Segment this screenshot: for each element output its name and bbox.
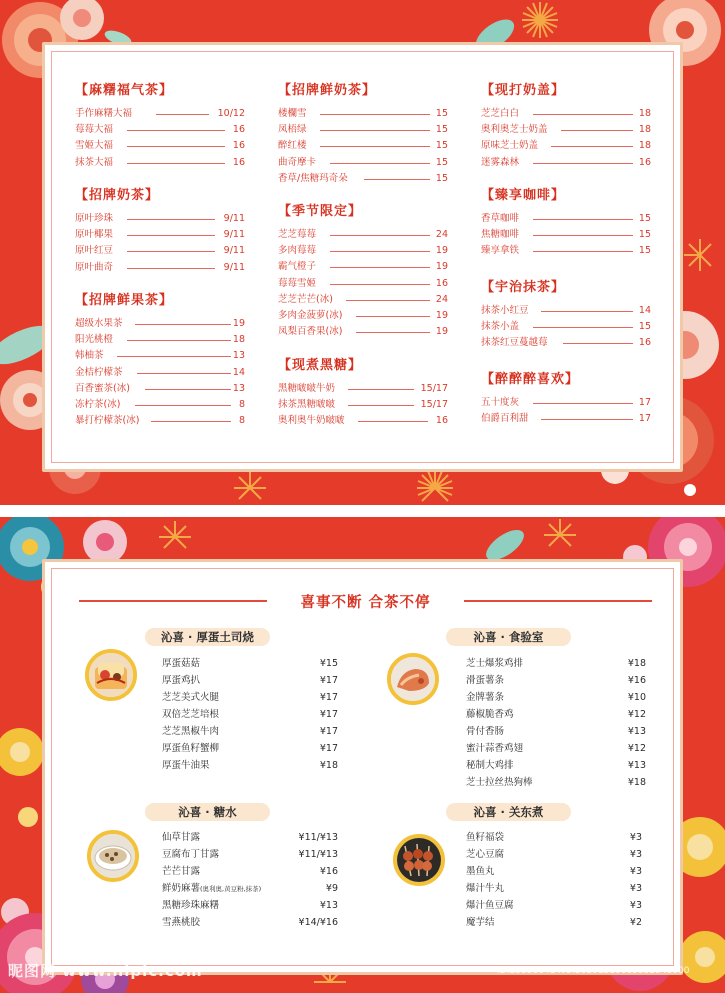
food-photo xyxy=(87,830,139,882)
menu-item: 抹茶红豆蔓越莓 16 xyxy=(481,337,651,349)
menu-item: 原叶珍珠 9/11 xyxy=(75,213,245,224)
menu-item: 迷雾森林 16 xyxy=(481,156,651,168)
food-photo xyxy=(393,834,445,886)
menu-item: 魔芋结 ¥2 xyxy=(466,917,642,928)
section-title: 沁喜 · 糖水 xyxy=(178,805,237,819)
menu-item: 臻享拿铁 15 xyxy=(481,245,651,257)
menu-item: 藤椒脆香鸡 ¥12 xyxy=(466,709,646,720)
section-title: 沁喜 · 关东煮 xyxy=(473,805,544,819)
section-title: 沁喜 · 食验室 xyxy=(473,630,544,644)
menu-item: 黑糖啵啵牛奶 15/17 xyxy=(278,383,448,394)
menu-item: 芝士爆浆鸡排 ¥18 xyxy=(466,658,646,669)
watermark-id: ID:25556641 NO:20201210085952943000 xyxy=(497,966,690,976)
menu-item: 韩柚茶 13 xyxy=(75,350,245,362)
menu-item: 多肉莓莓 19 xyxy=(278,245,448,257)
menu-item: 霸气橙子 19 xyxy=(278,261,448,273)
menu-item: 多肉金菠萝(冰) 19 xyxy=(278,309,448,321)
menu-item: 双倍芝芝培根 ¥17 xyxy=(162,709,338,720)
menu-item: 楼欄雪 15 xyxy=(278,108,448,119)
menu-section xyxy=(481,279,651,352)
item-note: (奥利奥,黄豆粉,抹茶) xyxy=(200,885,262,893)
menu-item: 醉红楼 15 xyxy=(278,140,448,152)
menu-item: 抹茶黑糖啵啵 15/17 xyxy=(278,399,448,411)
menu-item: 芝芝芒芒(冰) 24 xyxy=(278,293,448,305)
menu-item: 厚蛋鱼籽蟹柳 ¥17 xyxy=(162,743,338,754)
toast-photo-icon xyxy=(89,653,133,697)
menu-section xyxy=(75,187,245,276)
section-title: 【臻享咖啡】 xyxy=(481,188,566,203)
snack-menu-panel xyxy=(0,517,725,993)
menu-item: 芒芒甘露 ¥16 xyxy=(162,866,338,877)
menu-item: 骨付香肠 ¥13 xyxy=(466,726,646,737)
menu-item: 凤梨百香果(冰) 19 xyxy=(278,326,448,338)
section-title-pill xyxy=(446,803,571,821)
headline-divider-right xyxy=(464,600,652,602)
menu-item: 爆汁鱼豆腐 ¥3 xyxy=(466,900,642,911)
menu-item: 雪姬大福 16 xyxy=(75,140,245,152)
menu-item: 爆汁牛丸 ¥3 xyxy=(466,883,642,894)
menu-item: 芝芝白白 18 xyxy=(481,108,651,119)
menu-item: 厚蛋牛油果 ¥18 xyxy=(162,760,338,771)
menu-item: 香草/焦糖玛奇朵 15 xyxy=(278,172,448,184)
menu-item: 暴打柠檬茶(冰) 8 xyxy=(75,415,245,427)
menu-section xyxy=(481,371,651,427)
section-title: 【现打奶盖】 xyxy=(481,83,566,98)
skewer-photo-icon xyxy=(397,838,441,882)
menu-item: 厚蛋鸡扒 ¥17 xyxy=(162,675,338,686)
menu-item: 豆腐布丁甘露 ¥11/¥13 xyxy=(162,849,338,860)
menu-item: 鱼籽福袋 ¥3 xyxy=(466,832,642,843)
menu-item: 秘制大鸡排 ¥13 xyxy=(466,760,646,771)
menu-section xyxy=(75,82,245,171)
menu-item: 奥利奥芝士奶盖 18 xyxy=(481,124,651,136)
menu-item: 抹茶小盖 15 xyxy=(481,321,651,333)
section-title: 【宇治抹茶】 xyxy=(481,280,566,295)
menu-item: 原叶椰果 9/11 xyxy=(75,229,245,241)
section-title: 【麻糬福气茶】 xyxy=(75,83,174,98)
menu-item: 芝芝美式火腿 ¥17 xyxy=(162,692,338,703)
menu-item: 超级水果茶 19 xyxy=(75,318,245,329)
menu-section xyxy=(278,357,448,430)
menu-item: 凤梧绿 15 xyxy=(278,124,448,136)
section-title: 【招牌鲜果茶】 xyxy=(75,293,174,308)
menu-item: 黑糖珍珠麻糬 ¥13 xyxy=(162,900,338,911)
menu-item: 抹茶大福 16 xyxy=(75,156,245,168)
menu-section xyxy=(278,82,448,187)
section-title: 【招牌奶茶】 xyxy=(75,188,160,203)
menu-item: 芝心豆腐 ¥3 xyxy=(466,849,642,860)
menu-item: 手作麻糬大福 10/12 xyxy=(75,108,245,119)
menu-item: 曲奇摩卡 15 xyxy=(278,156,448,168)
menu-section xyxy=(278,203,448,340)
menu-item: 仙草甘露 ¥11/¥13 xyxy=(162,832,338,843)
section-title: 【现煮黑糖】 xyxy=(278,358,363,373)
food-photo xyxy=(85,649,137,701)
section-title: 【季节限定】 xyxy=(278,204,363,219)
menu-item: 阳光桃橙 18 xyxy=(75,334,245,346)
menu-item: 香草咖啡 15 xyxy=(481,213,651,224)
menu-item: 雪燕桃胶 ¥14/¥16 xyxy=(162,917,338,928)
section-title: 【招牌鲜奶茶】 xyxy=(278,83,377,98)
watermark-logo: 昵图网 www.nipic.com xyxy=(8,962,203,980)
menu-item: 伯爵百利甜 17 xyxy=(481,413,651,425)
section-title-pill xyxy=(446,628,571,646)
section-title-pill xyxy=(145,628,270,646)
menu-item: 原叶红豆 9/11 xyxy=(75,245,245,257)
food-photo xyxy=(387,653,439,705)
menu-item: 抹茶小红豆 14 xyxy=(481,305,651,316)
menu-item: 金桔柠檬茶 14 xyxy=(75,366,245,378)
menu-item: 墨鱼丸 ¥3 xyxy=(466,866,642,877)
menu-item: 鲜奶麻薯(奥利奥,黄豆粉,抹茶) ¥9 xyxy=(162,883,338,894)
menu-section xyxy=(75,292,245,429)
menu-item: 金牌薯条 ¥10 xyxy=(466,692,646,703)
menu-section xyxy=(481,187,651,260)
fried-chicken-photo-icon xyxy=(391,657,435,701)
menu-item: 百香蜜茶(冰) 13 xyxy=(75,382,245,394)
menu-item: 滑蛋薯条 ¥16 xyxy=(466,675,646,686)
dessert-bowl-photo-icon xyxy=(91,834,135,878)
menu-item: 原味芝士奶盖 18 xyxy=(481,140,651,152)
menu-item: 厚蛋菇菇 ¥15 xyxy=(162,658,338,669)
menu-item: 芝芝黑椒牛肉 ¥17 xyxy=(162,726,338,737)
menu-item: 莓莓大福 16 xyxy=(75,124,245,136)
menu-item: 莓莓雪姬 16 xyxy=(278,277,448,289)
menu-item: 奥利奥牛奶啵啵 16 xyxy=(278,415,448,427)
menu-item: 芝芝莓莓 24 xyxy=(278,229,448,240)
snack-menu-card xyxy=(42,559,683,975)
section-title-pill xyxy=(145,803,270,821)
menu-item: 五十度灰 17 xyxy=(481,397,651,408)
menu-item: 原叶曲奇 9/11 xyxy=(75,261,245,273)
menu-section xyxy=(481,82,651,171)
headline: 喜事不断 合茶不停 xyxy=(300,595,431,611)
section-title: 沁喜 · 厚蛋土司烧 xyxy=(161,630,254,644)
section-title: 【醉醉醉喜欢】 xyxy=(481,372,580,387)
menu-item: 蜜汁蒜香鸡翅 ¥12 xyxy=(466,743,646,754)
menu-item: 焦糖咖啡 15 xyxy=(481,229,651,241)
drink-menu-card xyxy=(42,42,683,472)
menu-item: 芝士拉丝热狗棒 ¥18 xyxy=(466,777,646,788)
menu-item: 冻柠茶(冰) 8 xyxy=(75,398,245,410)
